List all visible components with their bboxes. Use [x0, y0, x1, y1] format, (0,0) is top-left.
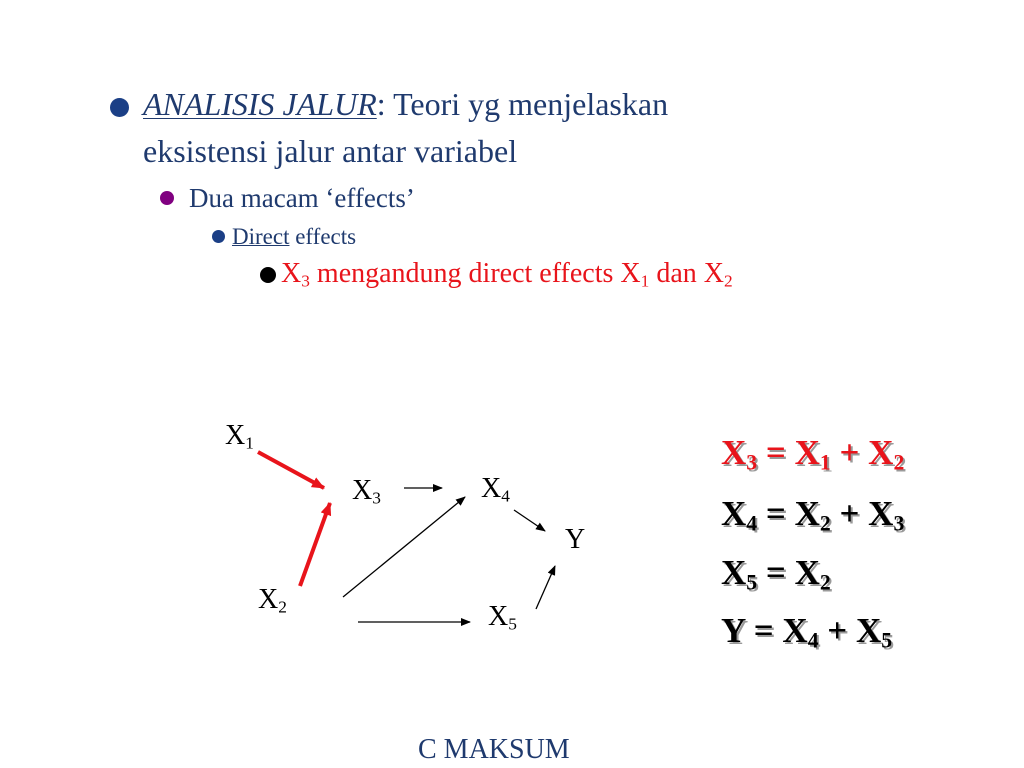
analisis-jalur-title: ANALISIS JALUR — [143, 86, 377, 122]
effects-word: effects — [289, 224, 357, 249]
and-text: dan X — [649, 258, 724, 289]
equation-x4: $X_4 = X_2 + X_3$ — [721, 494, 905, 536]
subscript: 3 — [301, 271, 310, 291]
equation-x5: $X_5 = X_2$ — [721, 553, 831, 595]
edge-x5-y — [536, 566, 555, 609]
subscript: 2 — [723, 271, 733, 291]
node-x3: $X_3$ — [352, 475, 381, 508]
bullet-level1-line2: eksistensi jalur antar variabel — [143, 133, 518, 169]
subscript: 1 — [640, 271, 650, 291]
node-x2: $X_2$ — [258, 584, 287, 617]
node-x1: $X_1$ — [225, 420, 254, 453]
edge-x1-x3 — [258, 452, 324, 488]
node-y: Y — [565, 524, 586, 555]
edge-x2-x4 — [343, 497, 465, 597]
edge-x2-x3 — [300, 503, 330, 586]
node-x5: $X_5$ — [488, 601, 517, 634]
equation-y: $Y = X_4 + X_5$ — [721, 611, 893, 653]
node-x4: $X_4$ — [481, 473, 510, 506]
analisis-jalur-definition: : Teori yg menjelaskan — [376, 86, 669, 122]
edge-x4-y — [514, 510, 545, 531]
footer-author: C MAKSUM — [418, 734, 570, 765]
bullet-level2-text: Dua macam ‘effects’ — [189, 183, 415, 213]
equation-x3: $X_3 = X_1 + X_2$ — [721, 433, 905, 475]
x-label: X — [281, 258, 302, 289]
direct-word: Direct — [232, 224, 290, 249]
mid-text: mengandung direct effects X — [309, 258, 641, 289]
